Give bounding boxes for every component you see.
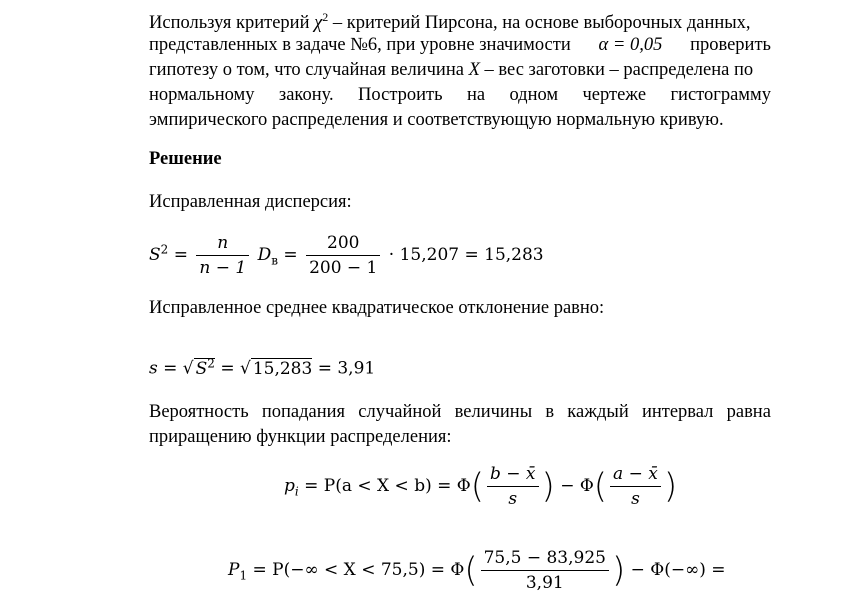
task-line-3: гипотезу о том, что случайная величина X – вес заготовки – распределена по [149,60,754,80]
task-line-5: эмпирического распределения и соответствующую нормальную кривую. [149,110,724,130]
prob-line-2: приращению функции распределения: [149,427,452,447]
variance-label: Исправленная дисперсия: [149,192,352,212]
p1-formula: $P_1 = P(-\infty < X < 75,5) = \Phi$( $\frac{75,5 - 83,925}{3,91}$ ) − Φ(−∞) = [228,548,726,593]
sd-label: Исправленное среднее квадратическое отклонение равно: [149,298,605,318]
sd-formula: s = √ $S^2$ = √ 15,283 = 3,91 [149,356,376,379]
task-line-2: представленных в задаче №6, при уровне значимости α = 0,05 проверить [149,35,771,55]
task-line-4: нормальному закону. Построить на одном чертеже гистограмму [149,85,771,105]
prob-line-1: Вероятность попадания случайной величины в каждый интервал равна [149,402,771,422]
variance-formula: $S^2$ = $\frac{n}{n - 1}$ $D_в$ = $\frac{200}{200 - 1}$ · 15,207 = 15,283 [149,233,544,278]
solution-heading: Решение [149,149,222,169]
interval-probability-formula: $p_i = P(a < X < b) = \Phi$( $\frac{b - x̄}{s}$ ) − Φ( $\frac{a - x̄}{s}$ ) [284,464,678,509]
task-line-1: Используя критерий $\chi^2$ – критерий Пирсона, на основе выборочных данных, [149,10,751,34]
